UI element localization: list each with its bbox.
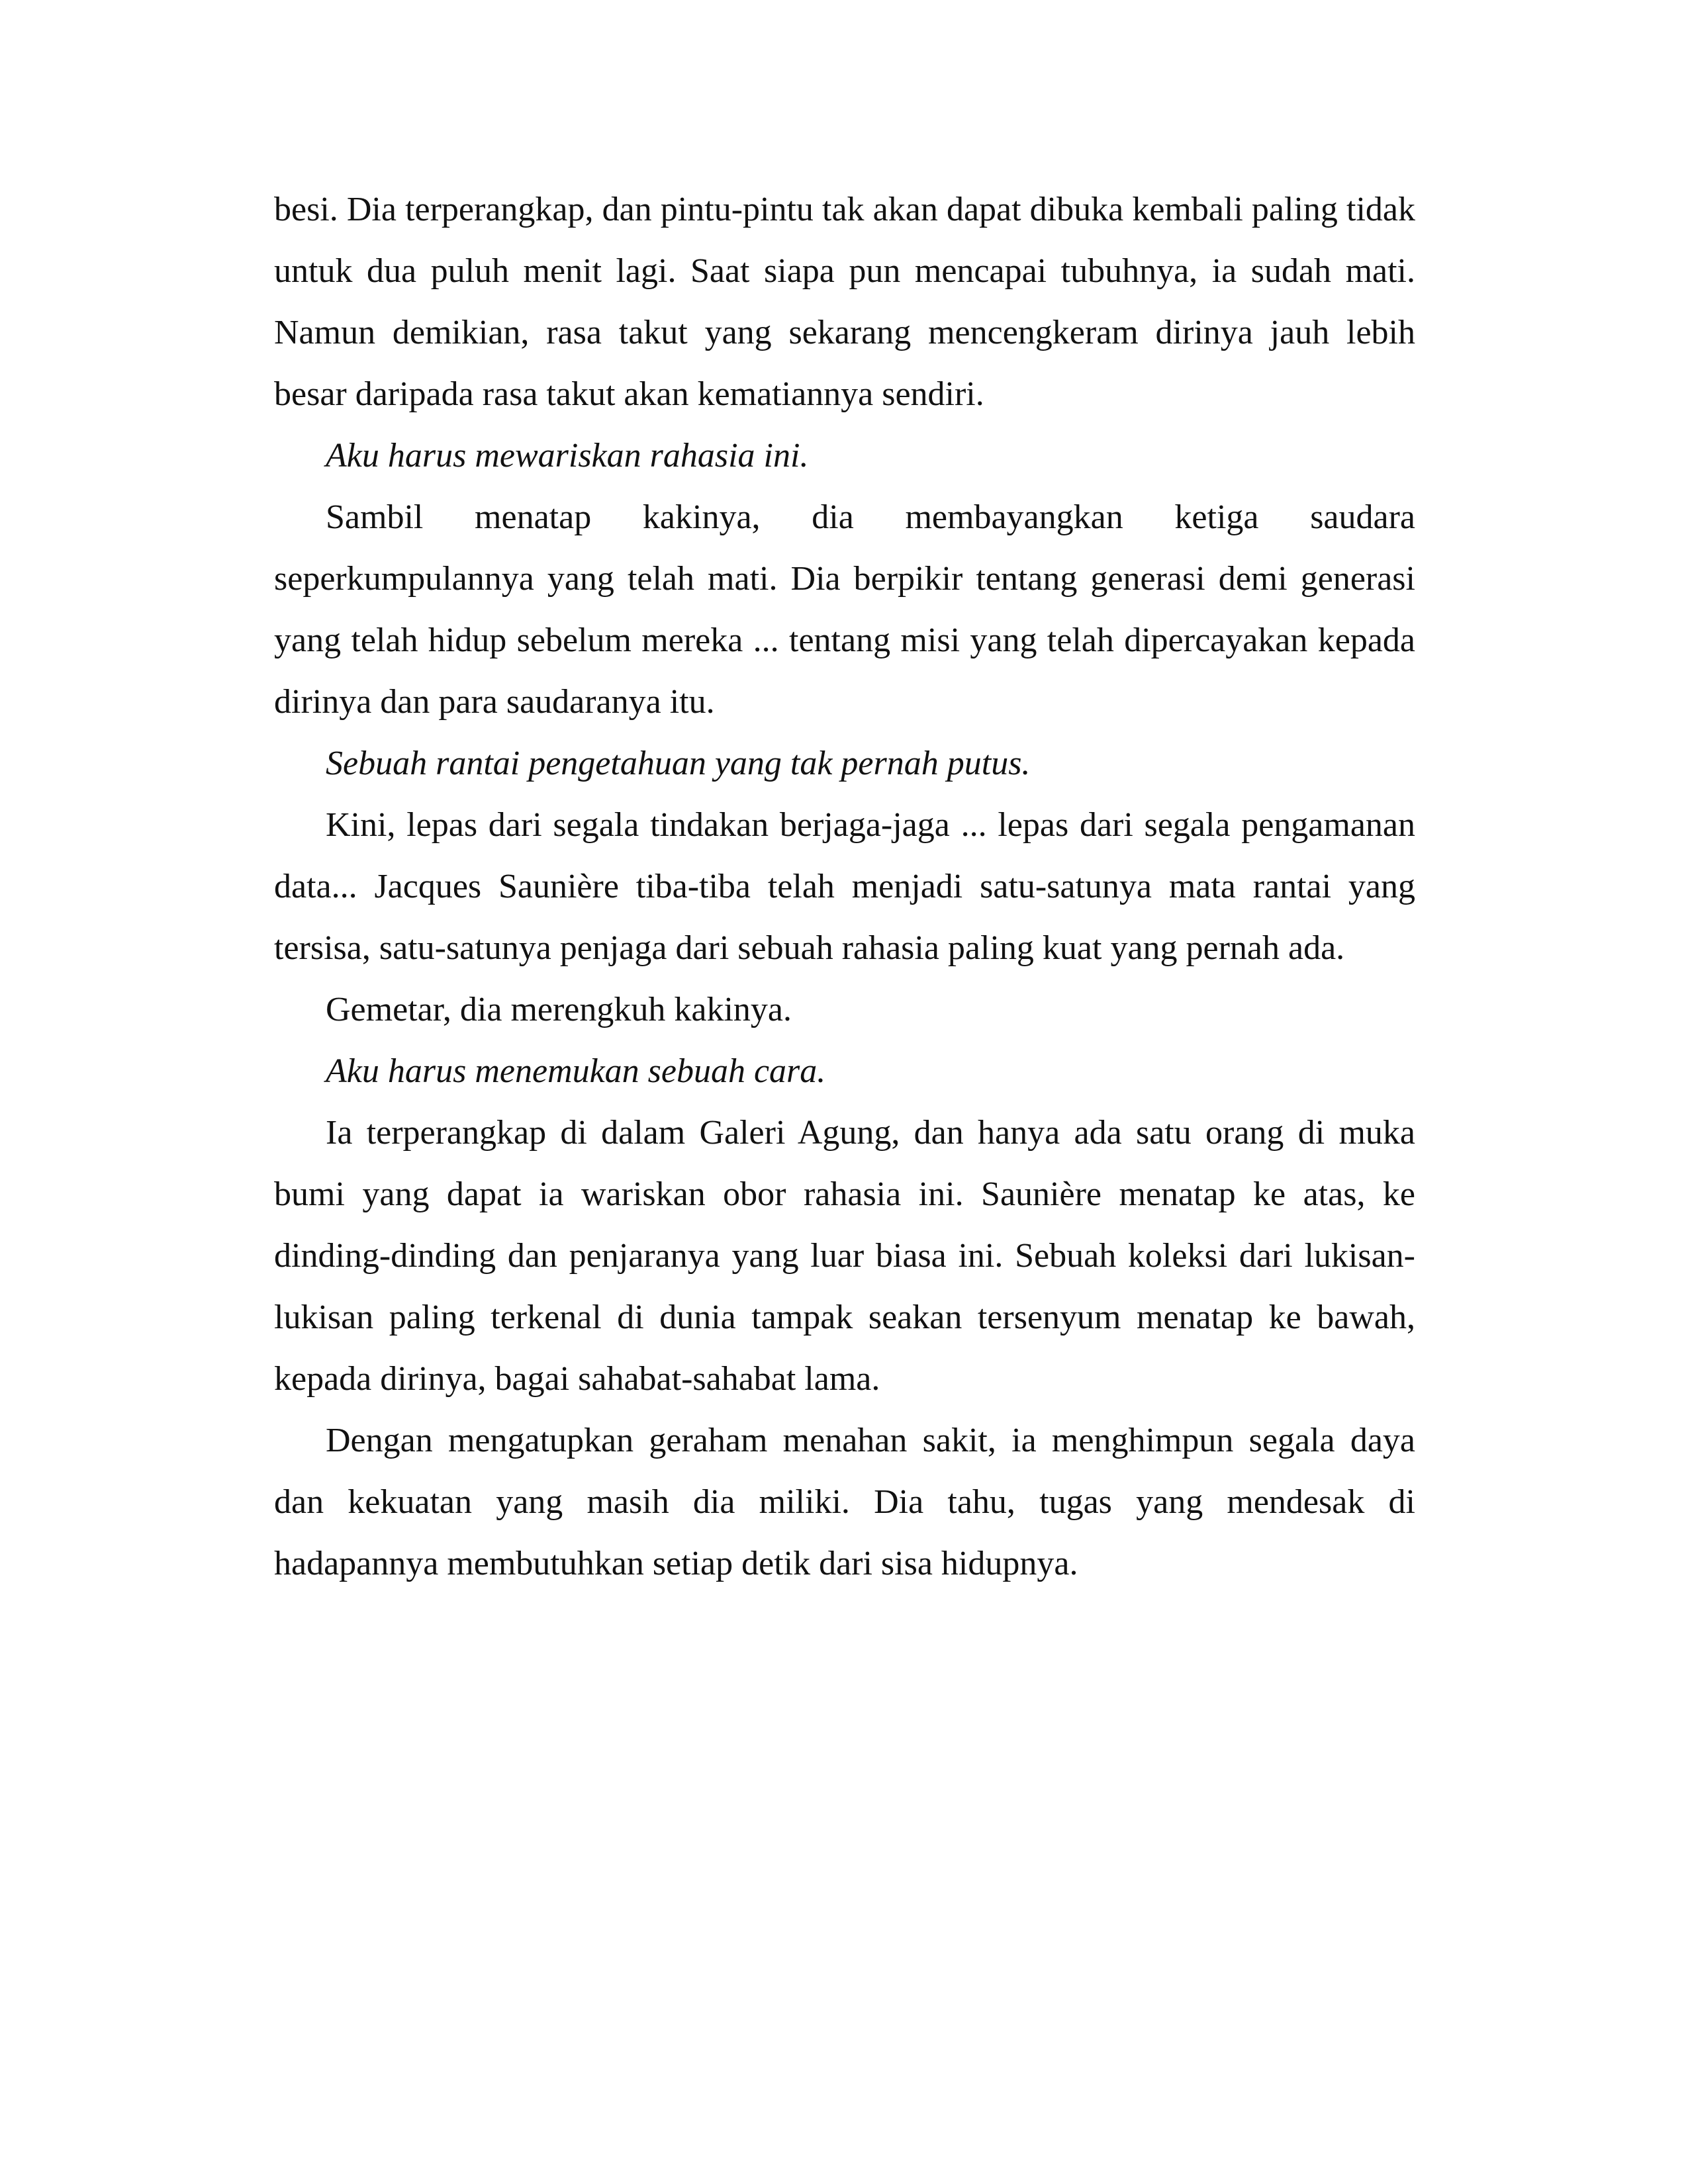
body-text <box>274 179 1415 1594</box>
paragraph-4-italic: Sebuah rantai pengetahuan yang tak pernah putus. <box>326 745 1031 782</box>
paragraph-3: Sambil menatap kakinya, dia membayangkan ketiga saudara seperkumpulannya yang telah mati. Dia berpikir tentang generasi demi generasi yang telah hidup sebelum mereka ... tentang misi yang telah dipercayakan kepada dirinya dan para saudaranya itu. <box>274 498 1415 721</box>
paragraph-6: Gemetar, dia merengkuh kakinya. <box>326 991 792 1028</box>
paragraph-1: besi. Dia terperangkap, dan pintu-pintu tak akan dapat dibuka kembali paling tidak untuk dua puluh menit lagi. Saat siapa pun mencapai tubuhnya, ia sudah mati. Namun demikian, rasa takut yang sekarang mencengkeram dirinya jauh lebih besar daripada rasa takut akan kematiannya sendiri. <box>274 191 1415 413</box>
paragraph-8: Ia terperangkap di dalam Galeri Agung, dan hanya ada satu orang di muka bumi yang dapat ia wariskan obor rahasia ini. Saunière menatap ke atas, ke dinding-dinding dan penjaranya yang luar biasa ini. Sebuah koleksi dari lukisan-lukisan paling terkenal di dunia tampak seakan tersenyum menatap ke bawah, kepada dirinya, bagai sahabat-sahabat lama. <box>274 1114 1415 1398</box>
paragraph-5: Kini, lepas dari segala tindakan berjaga-jaga ... lepas dari segala pengamanan data... Jacques Saunière tiba-tiba telah menjadi satu-satunya mata rantai yang tersisa, satu-satunya penjaga dari sebuah rahasia paling kuat yang pernah ada. <box>274 806 1415 967</box>
paragraph-9: Dengan mengatupkan geraham menahan sakit, ia menghimpun segala daya dan kekuatan yang masih dia miliki. Dia tahu, tugas yang mendesak di hadapannya membutuhkan setiap detik dari sisa hidupnya. <box>274 1422 1415 1582</box>
paragraph-7-italic: Aku harus menemukan sebuah cara. <box>326 1052 826 1090</box>
paragraph-2-italic: Aku harus mewariskan rahasia ini. <box>326 437 809 475</box>
